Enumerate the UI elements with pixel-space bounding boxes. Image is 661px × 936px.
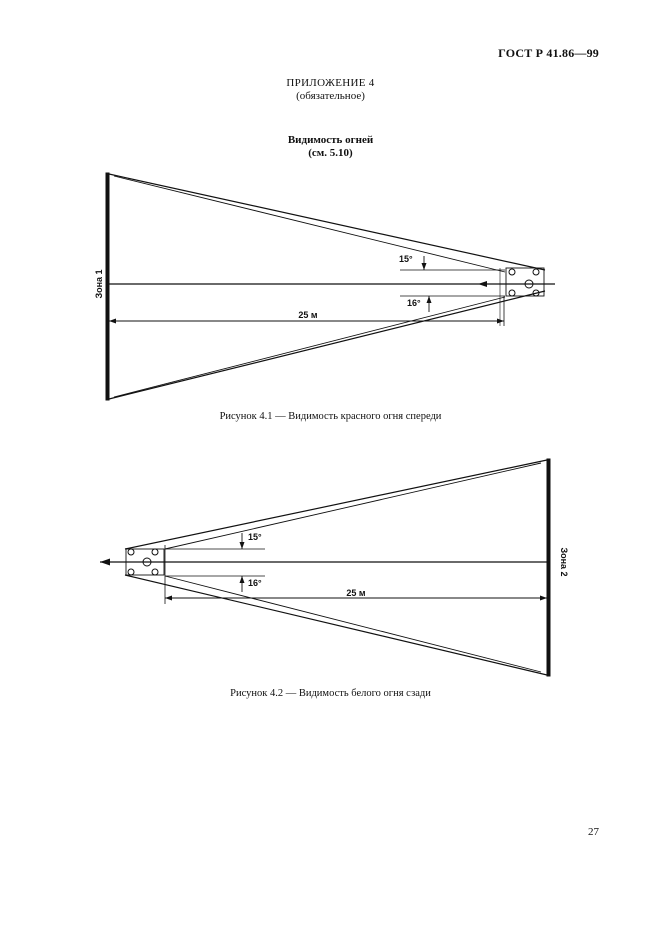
lamp-bottom-left (128, 569, 134, 575)
angle-bottom-label: 16° (407, 298, 421, 308)
figure-4-1-caption: Рисунок 4.1 — Видимость красного огня спереди (219, 411, 442, 422)
angle-arrow-bottom (240, 576, 245, 583)
zone-2-bar (547, 459, 550, 676)
angle-bottom-label: 16° (248, 578, 262, 588)
outer-edge-top (125, 460, 547, 549)
lamp-bottom-right (152, 569, 158, 575)
lamp-top-right (152, 549, 158, 555)
axis-arrow (100, 559, 110, 566)
zone-1-label: Зона 1 (94, 269, 104, 299)
zone-2-label: Зона 2 (559, 547, 569, 577)
angle-arrow-top (240, 542, 245, 549)
appendix-title: ПРИЛОЖЕНИЕ 4 (286, 77, 375, 89)
outer-edge-bottom (125, 575, 547, 675)
angle-top-label: 15° (399, 254, 413, 264)
angle-top-label: 15° (248, 532, 262, 542)
dim-arrow-left (165, 596, 172, 601)
section-title: Видимость огней (287, 134, 374, 146)
distance-label: 25 м (298, 310, 318, 320)
dim-arrow-right (540, 596, 547, 601)
document-code: ГОСТ Р 41.86—99 (498, 46, 599, 60)
section-reference: (см. 5.10) (308, 147, 353, 159)
inner-edge-top (165, 463, 541, 549)
distance-label: 25 м (346, 588, 366, 598)
figure-4-2-caption: Рисунок 4.2 — Видимость белого огня сзади (230, 688, 431, 699)
lamp-top-left (128, 549, 134, 555)
appendix-note: (обязательное) (296, 90, 365, 102)
page-number: 27 (588, 826, 599, 838)
